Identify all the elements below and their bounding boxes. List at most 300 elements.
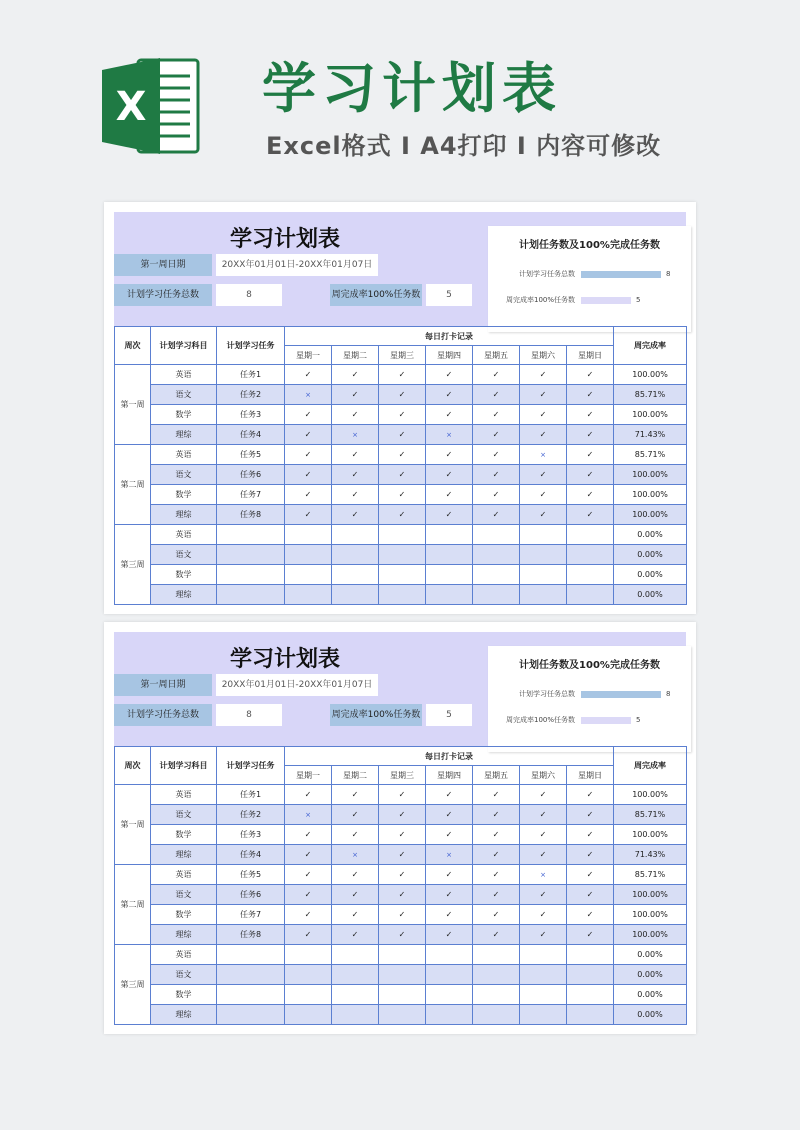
checkin-cell[interactable] (379, 1005, 426, 1025)
rate-cell: 0.00% (614, 1005, 687, 1025)
checkin-cell[interactable]: ✓ (520, 885, 567, 905)
total-tasks-value[interactable]: 8 (216, 704, 282, 726)
checkin-cell[interactable]: ✓ (473, 925, 520, 945)
day-header: 星期一 (285, 346, 332, 365)
chart-category-label: 计划学习任务总数 (519, 270, 575, 278)
checkin-cell[interactable] (285, 965, 332, 985)
checkin-cell[interactable] (567, 965, 614, 985)
checkin-cell[interactable]: ✓ (473, 825, 520, 845)
checkin-cell[interactable]: ✓ (473, 445, 520, 465)
checkin-cell[interactable]: ✓ (426, 905, 473, 925)
sheet-header-band (114, 212, 686, 326)
complete-tasks-value[interactable]: 5 (426, 704, 472, 726)
checkin-cell[interactable] (332, 945, 379, 965)
task-chart (488, 226, 691, 332)
task-cell[interactable] (217, 1005, 285, 1025)
task-cell[interactable]: 任务2 (217, 805, 285, 825)
checkin-cell[interactable] (379, 565, 426, 585)
checkin-cell[interactable] (520, 945, 567, 965)
checkin-cell[interactable]: ✓ (379, 465, 426, 485)
task-cell[interactable]: 任务1 (217, 785, 285, 805)
table-row (115, 1005, 687, 1025)
checkin-cell[interactable] (520, 585, 567, 605)
checkin-cell[interactable]: ✓ (379, 405, 426, 425)
checkin-cell[interactable]: ✓ (426, 505, 473, 525)
checkin-cell[interactable]: ✓ (473, 425, 520, 445)
checkin-cell[interactable]: ✓ (426, 405, 473, 425)
subject-cell[interactable]: 英语 (151, 945, 217, 965)
checkin-cell[interactable] (379, 945, 426, 965)
subject-cell[interactable]: 理综 (151, 585, 217, 605)
header-subject: 计划学习科目 (151, 747, 217, 785)
task-chart (488, 646, 691, 752)
checkin-cell[interactable]: ✓ (473, 865, 520, 885)
checkin-cell[interactable]: ✓ (332, 905, 379, 925)
checkin-cell[interactable]: ✓ (379, 845, 426, 865)
week-cell: 第一周 (115, 365, 151, 445)
table-row (115, 385, 687, 405)
checkin-cell[interactable] (567, 985, 614, 1005)
checkin-cell[interactable]: ✓ (426, 445, 473, 465)
rate-cell: 100.00% (614, 465, 687, 485)
checkin-cell[interactable]: ✓ (285, 785, 332, 805)
checkin-cell[interactable]: ✓ (520, 365, 567, 385)
task-cell[interactable]: 任务4 (217, 845, 285, 865)
checkin-cell[interactable] (426, 565, 473, 585)
checkin-cell[interactable] (567, 945, 614, 965)
checkin-cell[interactable]: ✓ (426, 385, 473, 405)
checkin-cell[interactable]: ✓ (473, 465, 520, 485)
checkin-table (114, 326, 687, 605)
checkin-cell[interactable]: ✓ (567, 925, 614, 945)
table-row (115, 425, 687, 445)
table-row (115, 525, 687, 545)
checkin-cell[interactable]: ✓ (567, 405, 614, 425)
chart-category-label: 周完成率100%任务数 (505, 296, 575, 304)
checkin-cell[interactable]: ✓ (332, 485, 379, 505)
subject-cell[interactable]: 语文 (151, 385, 217, 405)
checkin-cell[interactable]: ✓ (473, 785, 520, 805)
header-checkin: 每日打卡记录 (285, 747, 614, 766)
rate-cell: 0.00% (614, 545, 687, 565)
chart-bar (581, 271, 661, 278)
task-cell[interactable] (217, 585, 285, 605)
checkin-cell[interactable]: ✓ (567, 785, 614, 805)
rate-cell: 0.00% (614, 945, 687, 965)
checkin-cell[interactable]: ✓ (520, 485, 567, 505)
checkin-cell[interactable]: ✓ (285, 485, 332, 505)
day-header: 星期五 (473, 346, 520, 365)
checkin-cell[interactable]: × (285, 385, 332, 405)
checkin-cell[interactable]: × (332, 425, 379, 445)
checkin-cell[interactable]: ✓ (332, 785, 379, 805)
checkin-cell[interactable]: ✓ (379, 925, 426, 945)
task-cell[interactable]: 任务4 (217, 425, 285, 445)
page-title: 学习计划表 (262, 57, 562, 120)
sheet-header-band (114, 632, 686, 746)
rate-cell: 0.00% (614, 525, 687, 545)
table-row (115, 545, 687, 565)
checkin-cell[interactable]: ✓ (473, 385, 520, 405)
checkin-cell[interactable]: × (520, 445, 567, 465)
checkin-cell[interactable]: ✓ (285, 465, 332, 485)
checkin-cell[interactable] (285, 565, 332, 585)
chart-row (488, 688, 691, 700)
checkin-cell[interactable] (473, 585, 520, 605)
task-cell[interactable] (217, 965, 285, 985)
checkin-cell[interactable] (426, 1005, 473, 1025)
page-header (0, 0, 800, 190)
checkin-cell[interactable]: ✓ (473, 845, 520, 865)
task-cell[interactable]: 任务3 (217, 405, 285, 425)
task-cell[interactable]: 任务8 (217, 505, 285, 525)
checkin-cell[interactable]: ✓ (379, 825, 426, 845)
task-cell[interactable]: 任务7 (217, 905, 285, 925)
week-date-value[interactable]: 20XX年01月01日-20XX年01月07日 (216, 674, 378, 696)
checkin-cell[interactable]: ✓ (285, 885, 332, 905)
checkin-cell[interactable] (520, 965, 567, 985)
subject-cell[interactable]: 数学 (151, 985, 217, 1005)
table-row (115, 905, 687, 925)
day-header: 星期六 (520, 766, 567, 785)
week-cell: 第三周 (115, 525, 151, 605)
checkin-cell[interactable] (285, 585, 332, 605)
subject-cell[interactable]: 理综 (151, 845, 217, 865)
checkin-cell[interactable] (567, 545, 614, 565)
checkin-cell[interactable]: ✓ (285, 865, 332, 885)
rate-cell: 100.00% (614, 365, 687, 385)
checkin-cell[interactable]: ✓ (426, 925, 473, 945)
checkin-cell[interactable] (473, 1005, 520, 1025)
total-tasks-label: 计划学习任务总数 (114, 704, 212, 726)
checkin-cell[interactable]: ✓ (520, 465, 567, 485)
plan-sheet (104, 202, 696, 614)
subject-cell[interactable]: 数学 (151, 905, 217, 925)
checkin-cell[interactable]: ✓ (567, 825, 614, 845)
checkin-cell[interactable]: ✓ (426, 485, 473, 505)
day-header: 星期四 (426, 766, 473, 785)
checkin-cell[interactable]: ✓ (332, 365, 379, 385)
checkin-cell[interactable] (567, 565, 614, 585)
chart-value-label: 8 (666, 690, 671, 698)
checkin-cell[interactable]: ✓ (379, 365, 426, 385)
checkin-cell[interactable] (285, 945, 332, 965)
rate-cell: 100.00% (614, 785, 687, 805)
checkin-cell[interactable]: ✓ (332, 465, 379, 485)
table-row (115, 565, 687, 585)
checkin-cell[interactable]: ✓ (285, 405, 332, 425)
checkin-cell[interactable] (473, 525, 520, 545)
checkin-cell[interactable] (332, 585, 379, 605)
subject-cell[interactable]: 语文 (151, 805, 217, 825)
checkin-cell[interactable] (379, 985, 426, 1005)
checkin-cell[interactable]: ✓ (285, 445, 332, 465)
checkin-cell[interactable]: ✓ (473, 485, 520, 505)
checkin-cell[interactable]: ✓ (473, 805, 520, 825)
subject-cell[interactable]: 数学 (151, 825, 217, 845)
checkin-cell[interactable]: ✓ (285, 825, 332, 845)
chart-value-label: 5 (636, 716, 641, 724)
subject-cell[interactable]: 语文 (151, 965, 217, 985)
checkin-cell[interactable]: ✓ (520, 785, 567, 805)
checkin-cell[interactable]: ✓ (473, 905, 520, 925)
complete-tasks-value[interactable]: 5 (426, 284, 472, 306)
checkin-cell[interactable]: ✓ (520, 825, 567, 845)
checkin-cell[interactable]: ✓ (379, 885, 426, 905)
checkin-cell[interactable]: ✓ (332, 825, 379, 845)
task-cell[interactable] (217, 985, 285, 1005)
checkin-cell[interactable]: ✓ (567, 505, 614, 525)
rate-cell: 100.00% (614, 885, 687, 905)
day-header: 星期三 (379, 346, 426, 365)
checkin-cell[interactable] (285, 545, 332, 565)
logo-letter: X (115, 84, 147, 130)
checkin-cell[interactable] (332, 1005, 379, 1025)
checkin-cell[interactable]: ✓ (379, 865, 426, 885)
subject-cell[interactable]: 理综 (151, 425, 217, 445)
week-cell: 第二周 (115, 445, 151, 525)
checkin-cell[interactable] (332, 545, 379, 565)
checkin-cell[interactable] (520, 985, 567, 1005)
task-cell[interactable]: 任务7 (217, 485, 285, 505)
table-row (115, 365, 687, 385)
day-header: 星期日 (567, 766, 614, 785)
checkin-cell[interactable]: ✓ (332, 445, 379, 465)
checkin-cell[interactable] (379, 545, 426, 565)
task-cell[interactable] (217, 545, 285, 565)
checkin-cell[interactable] (332, 525, 379, 545)
checkin-cell[interactable]: ✓ (285, 925, 332, 945)
checkin-cell[interactable]: ✓ (567, 385, 614, 405)
checkin-cell[interactable] (426, 965, 473, 985)
checkin-cell[interactable]: ✓ (520, 905, 567, 925)
task-cell[interactable]: 任务2 (217, 385, 285, 405)
subject-cell[interactable]: 语文 (151, 545, 217, 565)
subject-cell[interactable]: 数学 (151, 485, 217, 505)
checkin-cell[interactable]: ✓ (426, 865, 473, 885)
task-cell[interactable] (217, 945, 285, 965)
checkin-cell[interactable] (332, 565, 379, 585)
checkin-cell[interactable]: ✓ (332, 385, 379, 405)
checkin-cell[interactable]: ✓ (332, 885, 379, 905)
total-tasks-value[interactable]: 8 (216, 284, 282, 306)
checkin-cell[interactable]: ✓ (426, 885, 473, 905)
chart-bar (581, 717, 631, 724)
checkin-cell[interactable] (332, 965, 379, 985)
checkin-cell[interactable]: × (520, 865, 567, 885)
checkin-cell[interactable] (285, 1005, 332, 1025)
checkin-cell[interactable]: ✓ (567, 465, 614, 485)
table-row (115, 885, 687, 905)
checkin-cell[interactable] (285, 985, 332, 1005)
checkin-cell[interactable]: ✓ (473, 505, 520, 525)
checkin-cell[interactable]: ✓ (426, 465, 473, 485)
subject-cell[interactable]: 英语 (151, 785, 217, 805)
checkin-cell[interactable] (567, 1005, 614, 1025)
checkin-cell[interactable]: ✓ (285, 905, 332, 925)
checkin-cell[interactable] (473, 565, 520, 585)
checkin-cell[interactable] (473, 965, 520, 985)
checkin-cell[interactable]: ✓ (567, 485, 614, 505)
checkin-cell[interactable]: ✓ (520, 505, 567, 525)
rate-cell: 0.00% (614, 965, 687, 985)
checkin-cell[interactable]: ✓ (567, 845, 614, 865)
checkin-cell[interactable]: ✓ (332, 405, 379, 425)
checkin-cell[interactable]: × (426, 425, 473, 445)
rate-cell: 85.71% (614, 385, 687, 405)
subject-cell[interactable]: 英语 (151, 865, 217, 885)
checkin-cell[interactable]: ✓ (426, 365, 473, 385)
checkin-cell[interactable] (332, 985, 379, 1005)
subject-cell[interactable]: 语文 (151, 465, 217, 485)
rate-cell: 85.71% (614, 865, 687, 885)
day-header: 星期日 (567, 346, 614, 365)
checkin-cell[interactable] (473, 985, 520, 1005)
checkin-cell[interactable]: ✓ (332, 865, 379, 885)
checkin-cell[interactable]: ✓ (520, 845, 567, 865)
excel-icon (102, 56, 202, 156)
checkin-cell[interactable] (285, 525, 332, 545)
checkin-cell[interactable] (473, 545, 520, 565)
day-header: 星期二 (332, 766, 379, 785)
task-cell[interactable] (217, 525, 285, 545)
checkin-cell[interactable]: × (332, 845, 379, 865)
checkin-cell[interactable]: × (285, 805, 332, 825)
subject-cell[interactable]: 英语 (151, 525, 217, 545)
checkin-cell[interactable]: ✓ (379, 805, 426, 825)
checkin-cell[interactable]: ✓ (473, 405, 520, 425)
checkin-cell[interactable]: ✓ (379, 905, 426, 925)
checkin-cell[interactable] (426, 945, 473, 965)
task-cell[interactable]: 任务6 (217, 465, 285, 485)
rate-cell: 85.71% (614, 445, 687, 465)
subject-cell[interactable]: 数学 (151, 565, 217, 585)
table-row (115, 805, 687, 825)
header-rate: 周完成率 (614, 747, 687, 785)
table-row (115, 485, 687, 505)
checkin-cell[interactable]: ✓ (285, 845, 332, 865)
checkin-cell[interactable]: ✓ (567, 885, 614, 905)
task-cell[interactable] (217, 565, 285, 585)
checkin-cell[interactable] (426, 545, 473, 565)
checkin-cell[interactable]: ✓ (426, 805, 473, 825)
checkin-cell[interactable]: ✓ (379, 785, 426, 805)
chart-value-label: 8 (666, 270, 671, 278)
checkin-cell[interactable]: ✓ (332, 505, 379, 525)
checkin-cell[interactable] (520, 545, 567, 565)
checkin-cell[interactable]: ✓ (473, 885, 520, 905)
checkin-cell[interactable] (520, 565, 567, 585)
checkin-cell[interactable] (426, 585, 473, 605)
chart-row (488, 714, 691, 726)
checkin-cell[interactable]: ✓ (379, 505, 426, 525)
checkin-cell[interactable]: ✓ (285, 505, 332, 525)
checkin-cell[interactable]: ✓ (473, 365, 520, 385)
checkin-cell[interactable] (520, 1005, 567, 1025)
day-header: 星期二 (332, 346, 379, 365)
task-cell[interactable]: 任务6 (217, 885, 285, 905)
week-date-value[interactable]: 20XX年01月01日-20XX年01月07日 (216, 254, 378, 276)
checkin-cell[interactable] (567, 585, 614, 605)
chart-title: 计划任务数及100%完成任务数 (519, 660, 660, 671)
checkin-cell[interactable]: ✓ (332, 805, 379, 825)
header-task: 计划学习任务 (217, 327, 285, 365)
task-cell[interactable]: 任务5 (217, 445, 285, 465)
task-cell[interactable]: 任务5 (217, 865, 285, 885)
chart-row (488, 268, 691, 280)
checkin-cell[interactable] (426, 525, 473, 545)
task-cell[interactable]: 任务3 (217, 825, 285, 845)
table-row (115, 945, 687, 965)
checkin-cell[interactable]: ✓ (379, 485, 426, 505)
checkin-cell[interactable]: ✓ (520, 385, 567, 405)
header-task: 计划学习任务 (217, 747, 285, 785)
checkin-cell[interactable]: ✓ (426, 825, 473, 845)
checkin-cell[interactable]: × (426, 845, 473, 865)
plan-sheet (104, 622, 696, 1034)
checkin-cell[interactable]: ✓ (567, 445, 614, 465)
checkin-cell[interactable]: ✓ (426, 785, 473, 805)
table-row (115, 865, 687, 885)
table-row (115, 925, 687, 945)
checkin-cell[interactable]: ✓ (379, 425, 426, 445)
subject-cell[interactable]: 理综 (151, 1005, 217, 1025)
checkin-cell[interactable] (426, 985, 473, 1005)
week-cell: 第一周 (115, 785, 151, 865)
subject-cell[interactable]: 语文 (151, 885, 217, 905)
table-row (115, 585, 687, 605)
checkin-cell[interactable]: ✓ (567, 365, 614, 385)
task-cell[interactable]: 任务1 (217, 365, 285, 385)
header-week: 周次 (115, 747, 151, 785)
table-row (115, 445, 687, 465)
checkin-cell[interactable] (567, 525, 614, 545)
checkin-cell[interactable]: ✓ (520, 805, 567, 825)
checkin-cell[interactable] (473, 945, 520, 965)
chart-row (488, 294, 691, 306)
checkin-cell[interactable]: ✓ (520, 925, 567, 945)
task-cell[interactable]: 任务8 (217, 925, 285, 945)
table-row (115, 825, 687, 845)
subject-cell[interactable]: 英语 (151, 365, 217, 385)
checkin-cell[interactable]: ✓ (567, 425, 614, 445)
subject-cell[interactable]: 英语 (151, 445, 217, 465)
checkin-cell[interactable]: ✓ (567, 805, 614, 825)
subject-cell[interactable]: 数学 (151, 405, 217, 425)
checkin-cell[interactable]: ✓ (332, 925, 379, 945)
checkin-cell[interactable]: ✓ (285, 425, 332, 445)
checkin-cell[interactable]: ✓ (567, 905, 614, 925)
total-tasks-label: 计划学习任务总数 (114, 284, 212, 306)
checkin-cell[interactable]: ✓ (379, 445, 426, 465)
checkin-cell[interactable] (379, 525, 426, 545)
day-header: 星期六 (520, 346, 567, 365)
day-header: 星期一 (285, 766, 332, 785)
subject-cell[interactable]: 理综 (151, 505, 217, 525)
checkin-cell[interactable]: ✓ (520, 425, 567, 445)
day-header: 星期五 (473, 766, 520, 785)
checkin-cell[interactable]: ✓ (567, 865, 614, 885)
checkin-cell[interactable]: ✓ (520, 405, 567, 425)
subject-cell[interactable]: 理综 (151, 925, 217, 945)
checkin-cell[interactable] (379, 965, 426, 985)
checkin-cell[interactable] (379, 585, 426, 605)
checkin-cell[interactable]: ✓ (285, 365, 332, 385)
rate-cell: 0.00% (614, 565, 687, 585)
checkin-cell[interactable] (520, 525, 567, 545)
sheet-title: 学习计划表 (229, 227, 340, 252)
checkin-cell[interactable]: ✓ (379, 385, 426, 405)
